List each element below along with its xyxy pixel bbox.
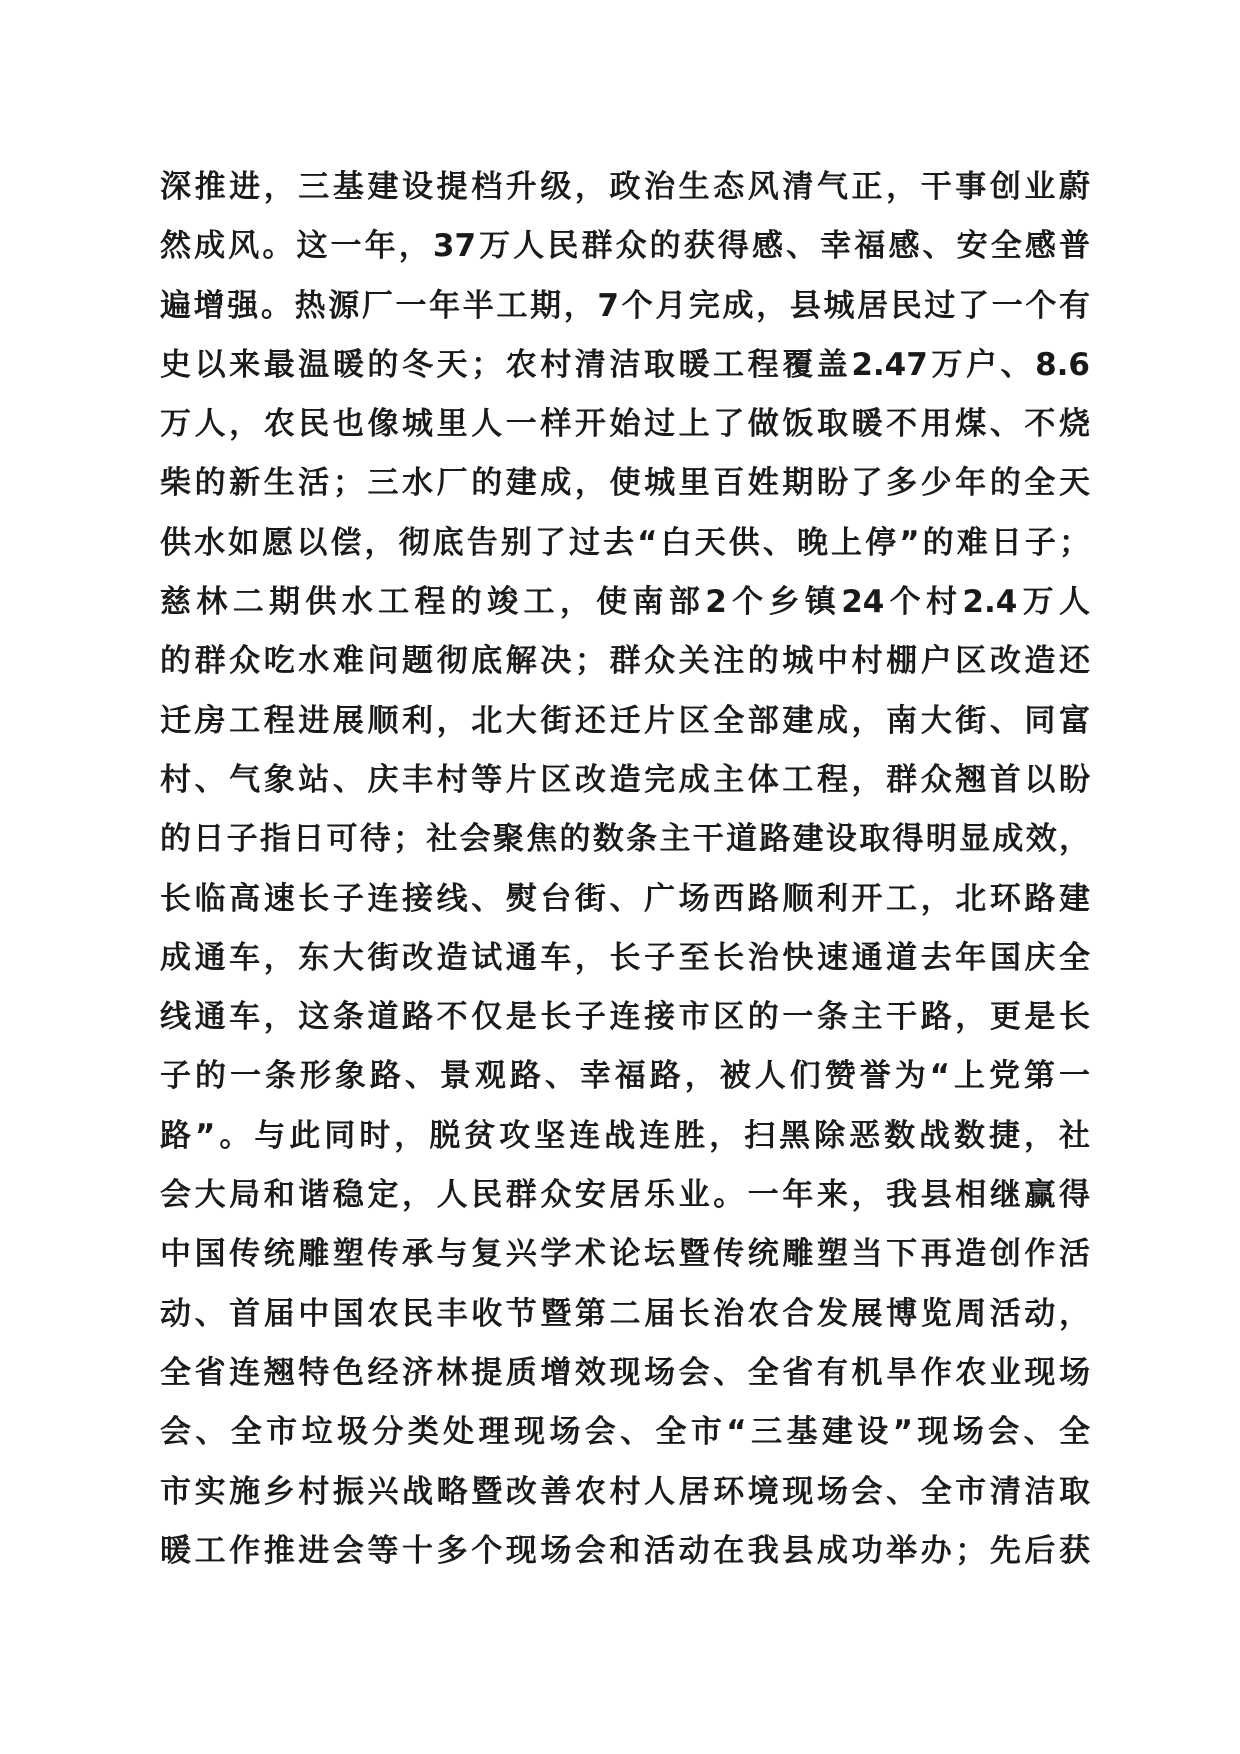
text-line: 村、气象站、庆丰村等片区改造完成主体工程，群众翘首以盼: [160, 761, 1090, 798]
text-line: 的群众吃水难问题彻底解决；群众关注的城中村棚户区改造还: [160, 643, 1090, 680]
text-line: 然成风。这一年，37万人民群众的获得感、幸福感、安全感普: [160, 228, 1090, 265]
text-line: 路”。与此同时，脱贫攻坚连战连胜，扫黑除恶数战数捷，社: [160, 1117, 1090, 1154]
text-line: 供水如愿以偿，彻底告别了过去“白天供、晚上停”的难日子；: [160, 524, 1090, 561]
text-line: 会、全市垃圾分类处理现场会、全市“三基建设”现场会、全: [160, 1414, 1090, 1451]
text-line: 会大局和谐稳定，人民群众安居乐业。一年来，我县相继赢得: [160, 1177, 1090, 1214]
text-line: 遍增强。热源厂一年半工期，7个月完成，县城居民过了一个有: [160, 287, 1090, 324]
text-line: 迁房工程进展顺利，北大街还迁片区全部建成，南大街、同富: [160, 702, 1090, 739]
body-paragraph: [160, 158, 1090, 1581]
text-line: 万人，农民也像城里人一样开始过上了做饭取暖不用煤、不烧: [160, 406, 1090, 443]
text-line: 子的一条形象路、景观路、幸福路，被人们赞誉为“上党第一: [160, 1058, 1090, 1095]
text-line: 长临高速长子连接线、熨台街、广场西路顺利开工，北环路建: [160, 880, 1090, 917]
text-line: 柴的新生活；三水厂的建成，使城里百姓期盼了多少年的全天: [160, 465, 1090, 502]
text-line: 线通车，这条道路不仅是长子连接市区的一条主干路，更是长: [160, 999, 1090, 1036]
text-line: 史以来最温暖的冬天；农村清洁取暖工程覆盖2.47万户、8.6: [160, 346, 1090, 383]
text-line: 慈林二期供水工程的竣工，使南部2个乡镇24个村2.4万人: [160, 584, 1090, 621]
text-line: 深推进，三基建设提档升级，政治生态风清气正，干事创业蔚: [160, 169, 1090, 205]
text-line: 中国传统雕塑传承与复兴学术论坛暨传统雕塑当下再造创作活: [160, 1236, 1090, 1273]
text-line: 的日子指日可待；社会聚焦的数条主干道路建设取得明显成效，: [160, 821, 1090, 858]
text-line: 市实施乡村振兴战略暨改善农村人居环境现场会、全市清洁取: [160, 1473, 1090, 1510]
text-line: 成通车，东大街改造试通车，长子至长治快速通道去年国庆全: [160, 939, 1090, 976]
text-line: 动、首届中国农民丰收节暨第二届长治农合发展博览周活动，: [160, 1295, 1090, 1332]
text-line: 暖工作推进会等十多个现场会和活动在我县成功举办；先后获: [160, 1532, 1090, 1569]
text-line: 全省连翘特色经济林提质增效现场会、全省有机旱作农业现场: [160, 1354, 1090, 1391]
